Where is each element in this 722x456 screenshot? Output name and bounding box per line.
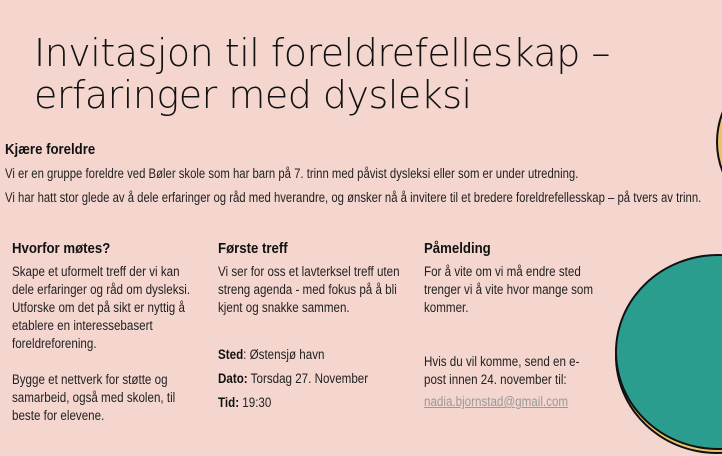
column-heading: Påmelding	[424, 240, 491, 257]
column-why-meet	[12, 240, 202, 425]
place-value: : Østensjø havn	[243, 347, 325, 362]
intro-paragraph-1: Vi er en gruppe foreldre ved Bøler skole som har barn på 7. trinn med påvist dysleksi eller som er under utredning.	[5, 166, 579, 181]
page-title	[34, 32, 674, 116]
why-para-3: Bygge et nettverk for støtte og samarbeid, også med skolen, til beste for elevene.	[12, 372, 176, 423]
why-para-1: Skape et uformelt treff der vi kan dele erfaringer og råd om dysleksi.	[12, 264, 191, 297]
place-label: Sted	[218, 347, 244, 362]
column-heading: Første treff	[218, 240, 288, 257]
place-row	[218, 343, 381, 367]
date-value: Torsdag 27. November	[247, 371, 369, 386]
signup-para-1: For å vite om vi må endre sted trenger vi å vite hvor mange som kommer.	[424, 264, 594, 315]
column-signup	[424, 240, 614, 411]
title-line-1: Invitasjon til foreldrefelleskap –	[34, 31, 610, 75]
intro-paragraph-2: Vi har hatt stor glede av å dele erfaringer og råd med hverandre, og ønsker nå å invitere til et bredere foreldrefellesskap – på tvers av trinn.	[5, 190, 702, 205]
date-row	[218, 367, 381, 391]
first-para-1: Vi ser for oss et lavterksel treff uten streng agenda - med fokus på å bli kjent og snakke sammen.	[218, 264, 400, 315]
decorative-circle-top-yellow	[716, 60, 722, 224]
date-label: Dato:	[218, 371, 248, 386]
signup-para-2: Hvis du vil komme, send en e-post innen 24. november til:	[424, 354, 580, 387]
title-line-2: erfaringer med dysleksi	[34, 73, 472, 117]
time-label: Tid:	[218, 395, 240, 410]
column-first-meeting	[218, 240, 408, 415]
why-para-2: Utforske om det på sikt er nyttig å etablere en interessebasert foreldreforening.	[12, 300, 185, 351]
decorative-circle-bottom-teal	[615, 254, 722, 450]
column-heading: Hvorfor møtes?	[12, 240, 111, 257]
greeting: Kjære foreldre	[5, 141, 96, 158]
time-value: 19:30	[239, 395, 272, 410]
email-link[interactable]: nadia.bjornstad@gmail.com	[424, 394, 569, 409]
time-row	[218, 391, 381, 415]
